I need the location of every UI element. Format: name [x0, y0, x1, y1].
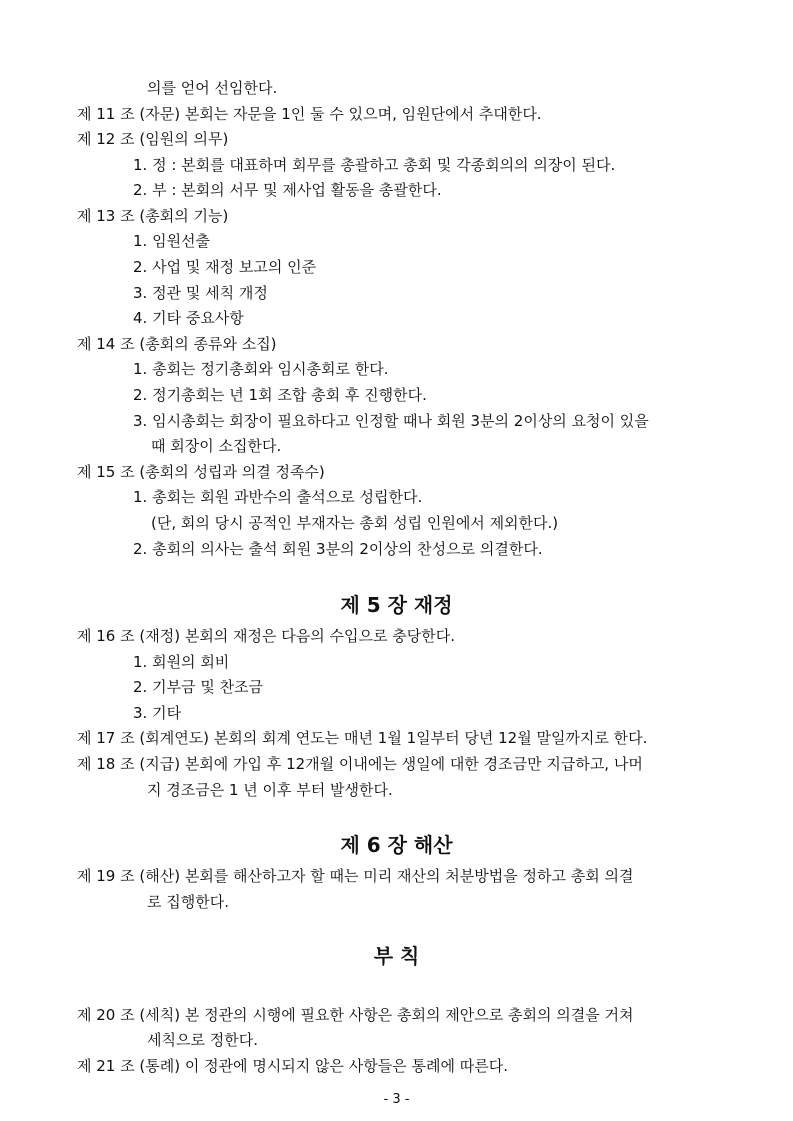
chapter-heading: 제 6 장 해산 [340, 833, 453, 857]
article-21: 제 21 조 (통례) 이 정관에 명시되지 않은 사항들은 통례에 따른다. [77, 1057, 509, 1075]
page-number: - 3 - [383, 1092, 410, 1107]
list-item: 4. 기타 중요사항 [133, 309, 244, 327]
article-12: 제 12 조 (임원의 의무) [77, 130, 229, 148]
list-item: 1. 총회는 정기총회와 임시총회로 한다. [133, 360, 389, 378]
list-item: 3. 임시총회는 회장이 필요하다고 인정할 때나 회원 3분의 2이상의 요청이 있을 [133, 412, 649, 430]
list-item: 2. 총회의 의사는 출석 회원 3분의 2이상의 찬성으로 의결한다. [133, 540, 543, 558]
chapter-heading: 제 5 장 재정 [340, 593, 453, 617]
list-item: 2. 사업 및 재정 보고의 인준 [133, 258, 317, 276]
article-18: 제 18 조 (지급) 본회에 가입 후 12개월 이내에는 생일에 대한 경조금만 지급하고, 나머 [77, 755, 643, 773]
article-17: 제 17 조 (회계연도) 본회의 회계 연도는 매년 1월 1일부터 당년 12월 말일까지로 한다. [77, 729, 648, 747]
article-15: 제 15 조 (총회의 성립과 의결 정족수) [77, 463, 325, 481]
article-20: 제 20 조 (세칙) 본 정관의 시행에 필요한 사항은 총회의 제안으로 총회의 의결을 거쳐 [77, 1006, 634, 1024]
article-16: 제 16 조 (재정) 본회의 재정은 다음의 수입으로 충당한다. [77, 627, 455, 645]
article-11: 제 11 조 (자문) 본회는 자문을 1인 둘 수 있으며, 임원단에서 추대한다. [77, 105, 542, 123]
text-line: 의를 얻어 선임한다. [147, 79, 278, 97]
article-continuation: 세칙으로 정한다. [147, 1031, 258, 1049]
list-item: 3. 정관 및 세칙 개정 [133, 284, 268, 302]
article-13: 제 13 조 (총회의 기능) [77, 207, 229, 225]
list-item: 2. 정기총회는 년 1회 조합 총회 후 진행한다. [133, 386, 427, 404]
article-continuation: 지 경조금은 1 년 이후 부터 발생한다. [147, 781, 393, 799]
article-continuation: 로 집행한다. [147, 893, 229, 911]
list-item: 1. 회원의 회비 [133, 653, 230, 671]
list-item-continuation: 때 회장이 소집한다. [151, 437, 282, 455]
list-item: 1. 임원선출 [133, 232, 211, 250]
list-item: 1. 정 : 본회를 대표하며 회무를 총괄하고 총회 및 각종회의의 의장이 된다. [133, 156, 616, 174]
article-19: 제 19 조 (해산) 본회를 해산하고자 할 때는 미리 재산의 처분방법을 정하고 총회 의결 [77, 867, 634, 885]
list-item-note: (단, 회의 당시 공적인 부재자는 총회 성립 인원에서 제외한다.) [151, 514, 559, 532]
list-item: 2. 부 : 본회의 서무 및 제사업 활동을 총괄한다. [133, 181, 442, 199]
list-item: 2. 기부금 및 찬조금 [133, 678, 264, 696]
article-14: 제 14 조 (총회의 종류와 소집) [77, 335, 277, 353]
list-item: 1. 총회는 회원 과반수의 출석으로 성립한다. [133, 488, 423, 506]
supplementary-heading: 부 칙 [373, 944, 420, 968]
list-item: 3. 기타 [133, 704, 182, 722]
